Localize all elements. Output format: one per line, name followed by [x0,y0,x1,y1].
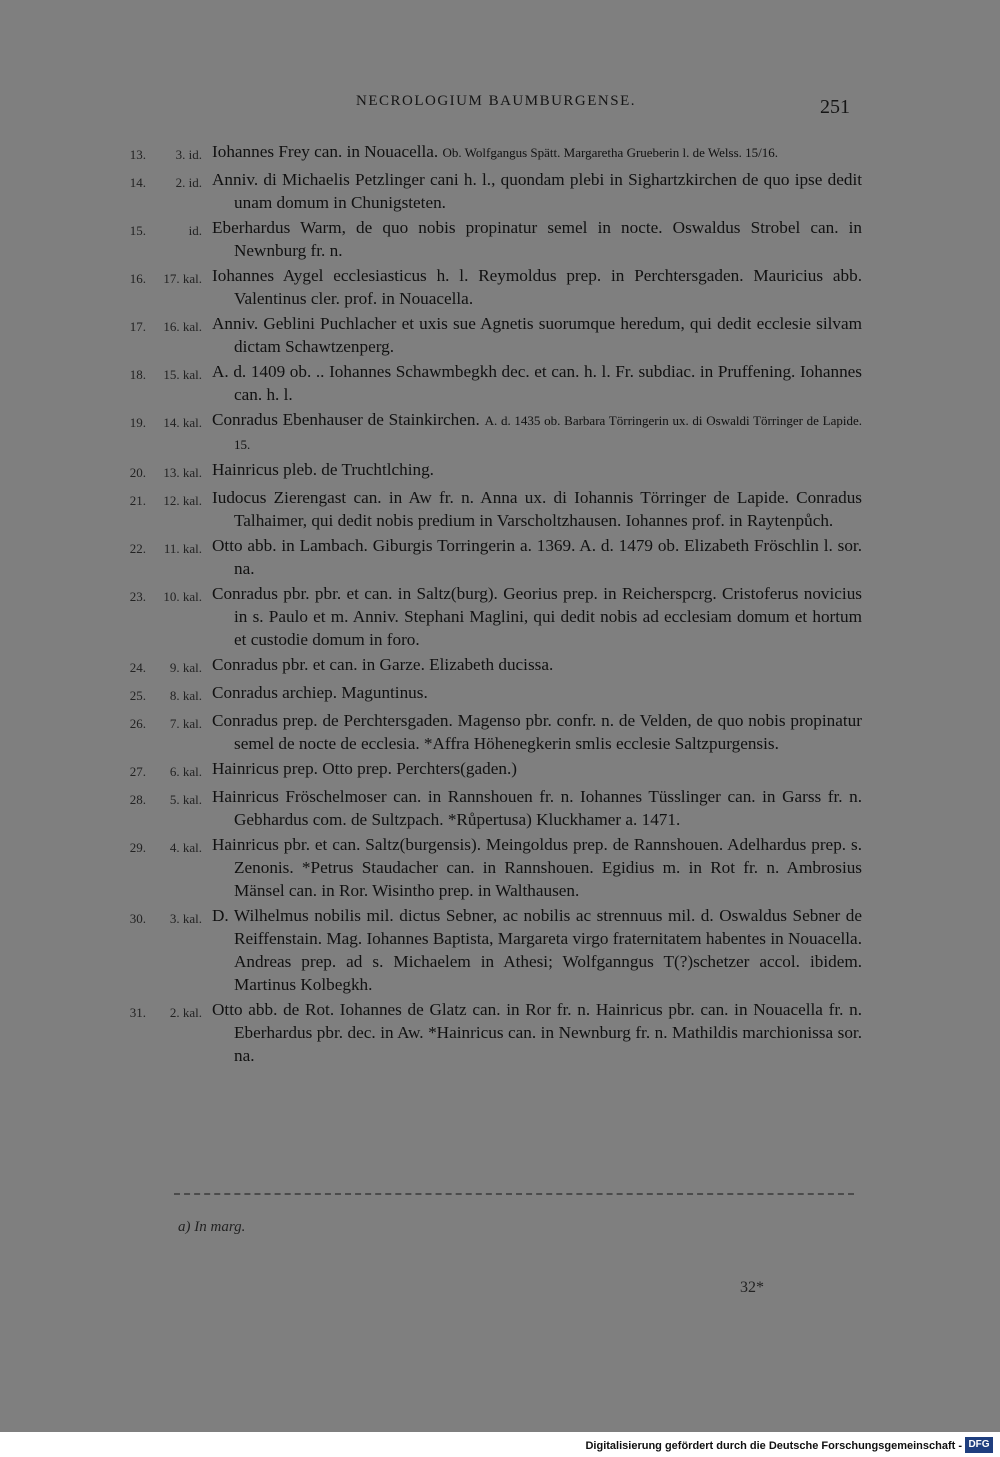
entry-day: 20. [129,465,146,480]
entry-text: Iohannes Aygel ecclesiasticus h. l. Reymoldus prep. in Perchtersgaden. Mauricius abb. Valentinus cler. prof. in Nouacella. [212,266,862,308]
running-head: NECROLOGIUM BAUMBURGENSE. [356,93,637,109]
entry-15 [110,216,862,262]
entry-18 [110,360,862,406]
entry-31 [110,998,862,1067]
entry-date: 14. kal. [163,415,202,430]
entry-date: 2. kal. [169,1005,202,1020]
entry-text: Anniv. di Michaelis Petzlinger cani h. l., quondam plebi in Sighartzkirchen de quo ipse dedit unam domum in Chunigsteten. [212,170,862,212]
entry-day: 24. [129,660,146,675]
entry-21 [110,486,862,532]
entry-day: 14. [129,175,146,190]
entry-text: D. Wilhelmus nobilis mil. dictus Sebner, ac nobilis ac strennuus mil. d. Oswaldus Sebner de Reiffenstain. Mag. Iohannes Baptista, Margareta virgo fraternitatem habentes in Nouacella. Andreas prep. ad s. Michaelem in Athesi; Wolfganngus T(?)schetzer accol. ibidem. Martinus Kolbegkh. [212,906,862,994]
entry-later-addition: A. d. 1435 ob. Barbara Törringerin ux. di Oswaldi Törringer de Lapide. 15. [234,413,862,452]
entry-date: 12. kal. [163,493,202,508]
entry-day: 21. [129,493,146,508]
entry-text: Hainricus Fröschelmoser can. in Rannshouen fr. n. Iohannes Tüsslinger can. in Garss fr. n. Gebhardus com. de Sultzpach. *Růpertusa) Kluckhamer a. 1471. [212,787,862,829]
entry-day: 19. [129,415,146,430]
entry-main-text: Conradus Ebenhauser de Stainkirchen. [212,410,480,429]
entry-17 [110,312,862,358]
digitization-footer [0,1432,1000,1457]
entry-day: 18. [129,367,146,382]
entry-date: id. [188,223,202,238]
entry-date: 7. kal. [169,716,202,731]
entry-text: A. d. 1409 ob. .. Iohannes Schawmbegkh dec. et can. h. l. Fr. subdiac. in Pruffening. Iohannes can. h. l. [212,362,862,404]
entry-day: 15. [129,223,146,238]
entry-day: 13. [129,147,146,162]
entry-date: 2. id. [175,175,202,190]
entry-28 [110,785,862,831]
entry-29 [110,833,862,902]
entry-text [212,408,862,456]
entry-text: Hainricus prep. Otto prep. Perchters(gaden.) [212,759,517,778]
entry-date: 3. kal. [169,911,202,926]
footnote: a) In marg. [178,1219,246,1235]
entry-date: 16. kal. [163,319,202,334]
entry-text: Otto abb. in Lambach. Giburgis Torringerin a. 1369. A. d. 1479 ob. Elizabeth Fröschlin l. sor. na. [212,536,862,578]
entry-text: Iudocus Zierengast can. in Aw fr. n. Anna ux. di Iohannis Törringer de Lapide. Conradus Talhaimer, qui dedit nobis predium in Varscholtzhausen. Iohannes prof. in Raytenpůch. [212,488,862,530]
entry-main-text: Iohannes Frey can. in Nouacella. [212,142,439,161]
entry-date: 8. kal. [169,688,202,703]
entry-16 [110,264,862,310]
entry-date: 4. kal. [169,840,202,855]
funding-credit: Digitalisierung gefördert durch die Deutsche Forschungsgemeinschaft - [585,1440,962,1452]
entry-13 [110,140,862,166]
entry-24 [110,653,862,679]
entry-day: 17. [129,319,146,334]
entry-day: 29. [129,840,146,855]
page-number: 251 [820,96,850,118]
entry-day: 23. [129,589,146,604]
entry-date: 9. kal. [169,660,202,675]
entry-date: 6. kal. [169,764,202,779]
entry-later-addition: Ob. Wolfgangus Spätt. Margaretha Grueberin l. de Welss. 15/16. [442,145,779,160]
section-divider [174,1193,854,1195]
entry-day: 30. [129,911,146,926]
entry-day: 26. [129,716,146,731]
entry-date: 11. kal. [163,541,202,556]
entry-date: 15. kal. [163,367,202,382]
entry-day: 27. [129,764,146,779]
entry-date: 17. kal. [163,271,202,286]
entry-26 [110,709,862,755]
entry-19 [110,408,862,456]
entry-text: Conradus pbr. et can. in Garze. Elizabeth ducissa. [212,655,554,674]
entry-14 [110,168,862,214]
entry-25 [110,681,862,707]
entry-text [212,140,862,166]
entry-text: Hainricus pbr. et can. Saltz(burgensis). Meingoldus prep. de Rannshouen. Adelhardus prep. s. Zenonis. *Petrus Staudacher can. in Rannshouen. Egidius m. in Rot fr. n. Ambrosius Mänsel can. in Ror. Wisintho prep. in Walthausen. [212,835,862,900]
entry-23 [110,582,862,651]
entry-text: Hainricus pleb. de Truchtlching. [212,460,434,479]
entry-text: Eberhardus Warm, de quo nobis propinatur semel in nocte. Oswaldus Strobel can. in Newnburg fr. n. [212,218,862,260]
entry-date: 13. kal. [163,465,202,480]
entry-date: 3. id. [175,147,202,162]
entry-day: 16. [129,271,146,286]
entry-22 [110,534,862,580]
entry-text: Conradus prep. de Perchtersgaden. Magenso pbr. confr. n. de Velden, de quo nobis propinatur semel de nocte de ecclesia. *Affra Höhenegkerin smlis ecclesie Saltzpurgensis. [212,711,862,753]
entry-day: 25. [129,688,146,703]
entry-20 [110,458,862,484]
entry-date: 10. kal. [163,589,202,604]
entry-text: Conradus archiep. Maguntinus. [212,683,428,702]
entry-30 [110,904,862,996]
necrology-entries [110,140,862,1069]
entry-text: Conradus pbr. pbr. et can. in Saltz(burg). Georius prep. in Reicherspcrg. Cristoferus novicius in s. Paulo et m. Anniv. Stephani Maglini, qui dedit nobis ad ecclesiam domum et hortum et custodie domum in foro. [212,584,862,649]
entry-date: 5. kal. [169,792,202,807]
entry-27 [110,757,862,783]
dfg-logo-icon[interactable]: DFG [965,1437,993,1453]
entry-day: 22. [129,541,146,556]
entry-day: 31. [129,1005,146,1020]
entry-text: Anniv. Geblini Puchlacher et uxis sue Agnetis suorumque heredum, qui dedit ecclesie silvam dictam Schawtzenperg. [212,314,862,356]
entry-day: 28. [129,792,146,807]
entry-text: Otto abb. de Rot. Iohannes de Glatz can. in Ror fr. n. Hainricus pbr. can. in Nouacella fr. n. Eberhardus pbr. dec. in Aw. *Hainricus can. in Newnburg fr. n. Mathildis marchionissa sor. na. [212,1000,862,1065]
signature-mark: 32* [740,1279,764,1296]
